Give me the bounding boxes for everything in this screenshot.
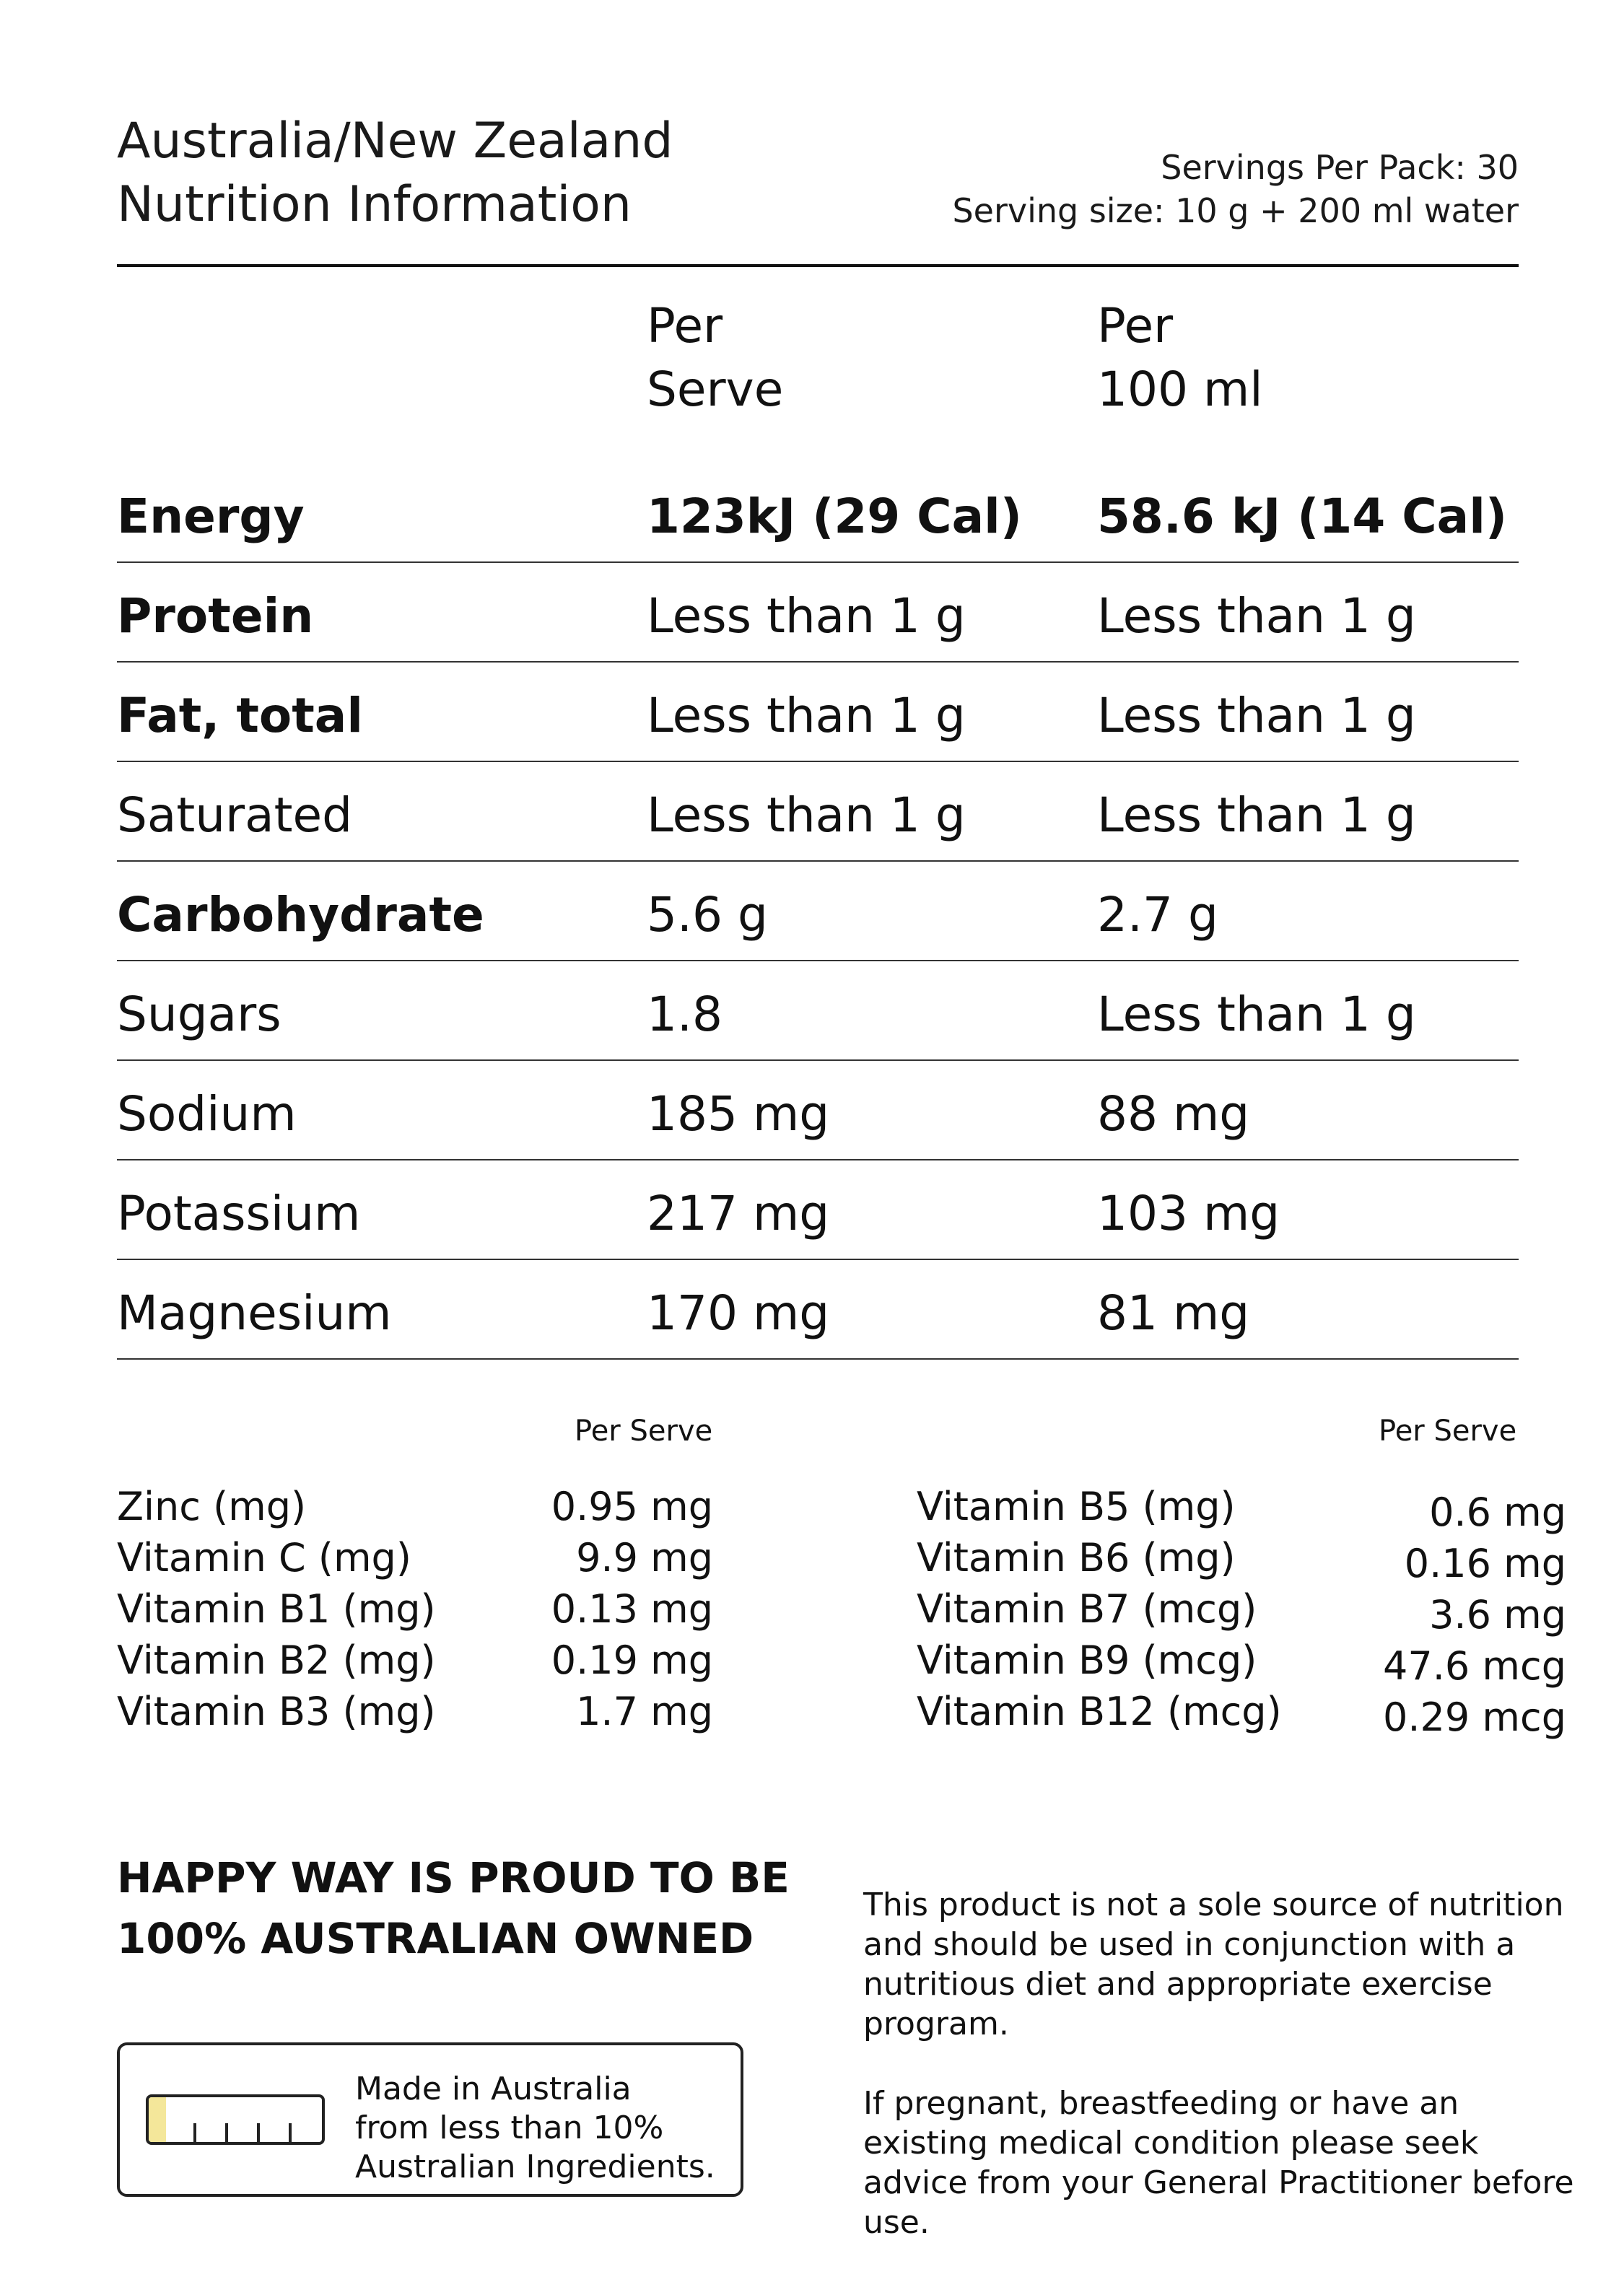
nutrient-label: Sodium [117, 1086, 297, 1142]
vitamins-right-heading: Per Serve [1379, 1415, 1517, 1448]
per-100ml-value: Less than 1 g [1097, 787, 1416, 843]
per-serve-value: Less than 1 g [647, 588, 966, 644]
vitamin-value: 47.6 mcg [1383, 1643, 1566, 1689]
disclaimer-medical: If pregnant, breastfeeding or have an existing medical condition please seek advice from your General Practitioner before use. [863, 2085, 1574, 2241]
australian-ingredients-meter [146, 2094, 325, 2145]
nutrition-row-carbohydrate [117, 860, 1519, 961]
title-line-1: Australia/New Zealand [117, 113, 673, 170]
nutrient-label: Potassium [117, 1186, 361, 1241]
vitamin-label: Vitamin B6 (mg) [917, 1535, 1236, 1581]
proud-line-1: HAPPY WAY IS PROUD TO BE [117, 1853, 790, 1902]
vitamins-left-heading: Per Serve [575, 1415, 713, 1448]
vitamins-left-values [505, 1481, 713, 1737]
per-serve-value: 217 mg [647, 1186, 830, 1241]
nutrition-row-magnesium [117, 1259, 1519, 1360]
serving-size: Serving size: 10 g + 200 ml water [952, 191, 1519, 230]
per-serve-value: 1.8 [647, 987, 722, 1042]
disclaimer-nutrition: This product is not a sole source of nutrition and should be used in conjunction with a nutritious diet and appropriate exercise program. [863, 1887, 1564, 2042]
column-heading-per-100ml-line-1: Per [1097, 298, 1174, 354]
nutrition-row-saturated [117, 761, 1519, 862]
per-100ml-value: 58.6 kJ (14 Cal) [1097, 489, 1507, 544]
nutrition-row-sugars [117, 960, 1519, 1061]
vitamin-label: Vitamin B1 (mg) [117, 1586, 436, 1632]
meter-tick [257, 2123, 260, 2142]
meter-fill [149, 2097, 166, 2142]
nutrition-row-sodium [117, 1059, 1519, 1160]
vitamin-value: 1.7 mg [576, 1689, 713, 1734]
disclaimer [863, 1885, 1585, 2282]
column-heading-per-100ml-line-2: 100 ml [1097, 362, 1263, 417]
made-in-australia-box [117, 2042, 743, 2197]
per-100ml-value: 103 mg [1097, 1186, 1280, 1241]
made-line-3: Australian Ingredients. [355, 2148, 715, 2185]
vitamin-value: 0.16 mg [1404, 1541, 1566, 1586]
nutrient-label: Fat, total [117, 688, 363, 743]
meter-tick [225, 2123, 228, 2142]
nutrient-label: Carbohydrate [117, 887, 484, 943]
header-divider [117, 264, 1519, 267]
vitamin-value: 9.9 mg [576, 1535, 713, 1581]
vitamin-value: 0.95 mg [551, 1484, 713, 1529]
per-serve-value: Less than 1 g [647, 787, 966, 843]
per-100ml-value: Less than 1 g [1097, 688, 1416, 743]
made-in-australia-text [355, 2070, 715, 2187]
per-100ml-value: Less than 1 g [1097, 987, 1416, 1042]
column-heading-per-serve-line-1: Per [647, 298, 723, 354]
nutrition-row-energy [117, 462, 1519, 563]
vitamin-label: Vitamin B5 (mg) [917, 1484, 1236, 1529]
meter-tick [289, 2123, 292, 2142]
servings-per-pack: Servings Per Pack: 30 [1161, 148, 1519, 187]
vitamin-value: 0.6 mg [1429, 1490, 1566, 1535]
per-100ml-value: 2.7 g [1097, 887, 1218, 943]
per-100ml-value: 88 mg [1097, 1086, 1250, 1142]
column-heading-per-serve [647, 294, 783, 421]
per-100ml-value: 81 mg [1097, 1285, 1250, 1341]
vitamins-right-values [1350, 1487, 1566, 1743]
per-serve-value: Less than 1 g [647, 688, 966, 743]
vitamin-label: Vitamin B2 (mg) [117, 1638, 436, 1683]
vitamins-left-labels [117, 1481, 436, 1737]
nutrient-label: Energy [117, 489, 305, 544]
vitamins-right-labels [917, 1481, 1282, 1737]
title-line-2: Nutrition Information [117, 176, 632, 233]
serving-info [952, 146, 1519, 232]
per-serve-value: 5.6 g [647, 887, 768, 943]
proud-line-2: 100% AUSTRALIAN OWNED [117, 1914, 754, 1963]
per-serve-value: 170 mg [647, 1285, 830, 1341]
vitamin-label: Vitamin B7 (mcg) [917, 1586, 1257, 1632]
vitamin-value: 0.13 mg [551, 1586, 713, 1632]
per-100ml-value: Less than 1 g [1097, 588, 1416, 644]
nutrient-label: Magnesium [117, 1285, 392, 1341]
vitamin-value: 0.19 mg [551, 1638, 713, 1683]
made-line-1: Made in Australia [355, 2071, 632, 2107]
nutrition-row-potassium [117, 1159, 1519, 1260]
per-serve-value: 185 mg [647, 1086, 830, 1142]
panel-title [117, 110, 673, 237]
vitamin-label: Vitamin B12 (mcg) [917, 1689, 1282, 1734]
nutrition-row-fat-total [117, 661, 1519, 762]
australian-owned-statement [117, 1848, 790, 1969]
vitamin-value: 3.6 mg [1429, 1592, 1566, 1638]
nutrient-label: Protein [117, 588, 314, 644]
vitamin-value: 0.29 mcg [1383, 1695, 1566, 1740]
nutrition-row-protein [117, 561, 1519, 663]
vitamin-label: Zinc (mg) [117, 1484, 307, 1529]
made-line-2: from less than 10% [355, 2110, 664, 2146]
vitamin-label: Vitamin B3 (mg) [117, 1689, 436, 1734]
vitamin-label: Vitamin C (mg) [117, 1535, 411, 1581]
per-serve-value: 123kJ (29 Cal) [647, 489, 1022, 544]
nutrient-label: Saturated [117, 787, 353, 843]
vitamin-label: Vitamin B9 (mcg) [917, 1638, 1257, 1683]
column-heading-per-100ml [1097, 294, 1263, 421]
nutrient-label: Sugars [117, 987, 281, 1042]
column-heading-per-serve-line-2: Serve [647, 362, 784, 417]
meter-tick [193, 2123, 196, 2142]
